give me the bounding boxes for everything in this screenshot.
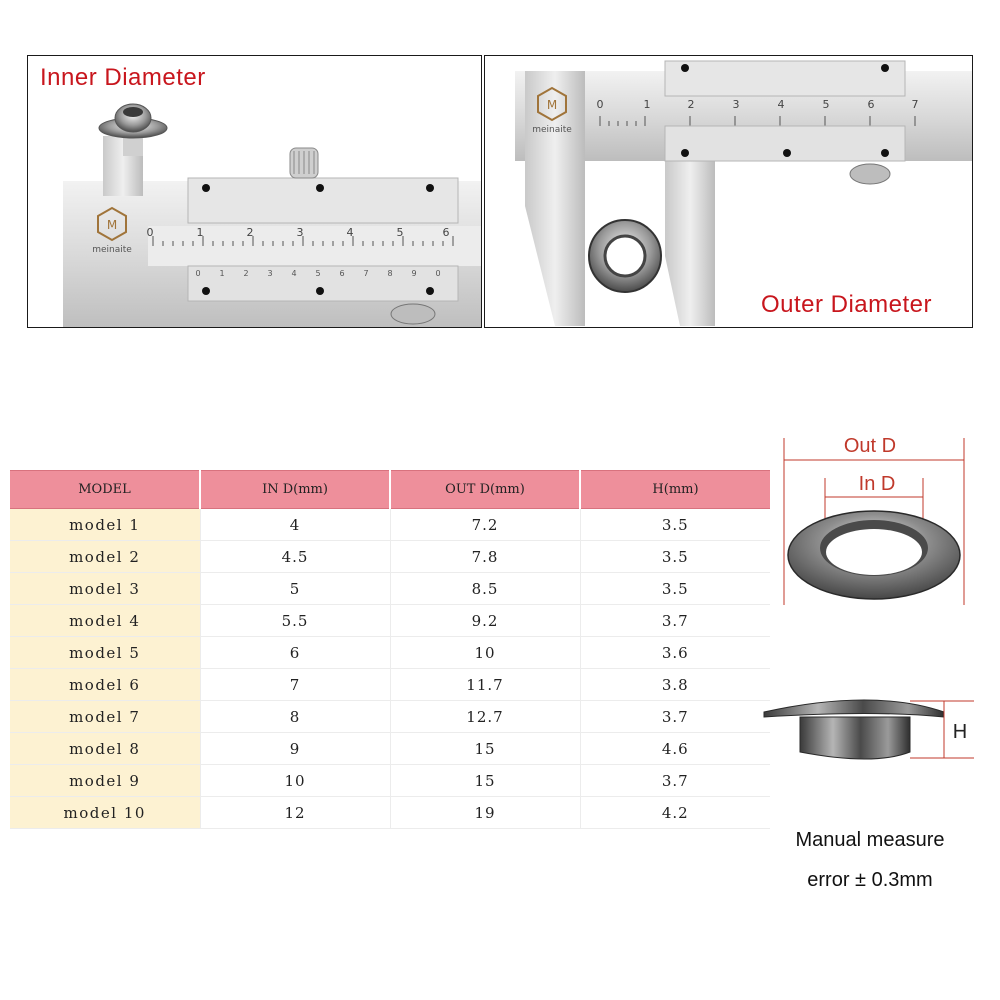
in-d-cell: 5.5 — [200, 605, 390, 637]
model-cell: model 9 — [10, 765, 200, 797]
in-d-cell: 7 — [200, 669, 390, 701]
outer-scale-tick-7: 7 — [911, 98, 919, 111]
outer-scale-tick-2: 2 — [687, 98, 695, 111]
table-row — [10, 765, 770, 797]
caliper-outer-illustration — [485, 56, 973, 328]
in-d-cell: 6 — [200, 637, 390, 669]
table-row — [10, 541, 770, 573]
outer-diameter-label: Outer Diameter — [760, 291, 932, 318]
out-d-cell: 19 — [390, 797, 580, 829]
h-cell: 3.5 — [580, 541, 770, 573]
in-d-cell: 9 — [200, 733, 390, 765]
vernier-tick-2: 2 — [243, 269, 249, 278]
out-d-cell: 15 — [390, 733, 580, 765]
outer-scale-tick-3: 3 — [732, 98, 740, 111]
scale-tick-3: 3 — [296, 226, 304, 239]
vernier-tick-7: 7 — [363, 269, 369, 278]
table-row — [10, 797, 770, 829]
table-row — [10, 573, 770, 605]
vernier-tick-1: 1 — [219, 269, 225, 278]
out-d-cell: 12.7 — [390, 701, 580, 733]
measure-note-line2: error ± 0.3mm — [807, 869, 933, 891]
outer-diameter-photo — [484, 55, 973, 328]
eyelet-dimension-diagram — [760, 420, 990, 780]
in-d-cell: 8 — [200, 701, 390, 733]
scale-tick-6: 6 — [442, 226, 450, 239]
brand-name-outer: meinaite — [532, 125, 572, 135]
out-d-cell: 7.8 — [390, 541, 580, 573]
in-d-label: In D — [858, 473, 896, 495]
h-label: H — [952, 721, 968, 743]
table-row — [10, 509, 770, 541]
vernier-tick-9: 9 — [411, 269, 417, 278]
out-d-cell: 8.5 — [390, 573, 580, 605]
model-cell: model 6 — [10, 669, 200, 701]
header-model: MODEL — [10, 471, 200, 509]
in-d-cell: 10 — [200, 765, 390, 797]
table-header-row — [10, 471, 770, 509]
vernier-tick-3: 3 — [267, 269, 273, 278]
table-row — [10, 605, 770, 637]
h-cell: 3.8 — [580, 669, 770, 701]
caliper-inner-illustration — [28, 56, 482, 328]
measure-note-line1: Manual measure — [795, 829, 945, 851]
in-d-cell: 12 — [200, 797, 390, 829]
model-cell: model 10 — [10, 797, 200, 829]
h-cell: 3.5 — [580, 509, 770, 541]
inner-diameter-photo — [27, 55, 482, 328]
model-cell: model 7 — [10, 701, 200, 733]
h-cell: 3.5 — [580, 573, 770, 605]
table-row — [10, 701, 770, 733]
model-cell: model 4 — [10, 605, 200, 637]
inner-diameter-label: Inner Diameter — [40, 64, 206, 91]
h-cell: 3.7 — [580, 701, 770, 733]
model-cell: model 5 — [10, 637, 200, 669]
model-cell: model 3 — [10, 573, 200, 605]
out-d-cell: 15 — [390, 765, 580, 797]
out-d-cell: 11.7 — [390, 669, 580, 701]
table-row — [10, 637, 770, 669]
h-cell: 3.7 — [580, 765, 770, 797]
h-cell: 4.6 — [580, 733, 770, 765]
eyelet-side-view — [764, 700, 944, 759]
eyelet-top-view — [788, 511, 960, 599]
outer-scale-tick-0: 0 — [596, 98, 604, 111]
scale-tick-1: 1 — [196, 226, 204, 239]
scale-tick-4: 4 — [346, 226, 354, 239]
out-d-cell: 10 — [390, 637, 580, 669]
model-cell: model 2 — [10, 541, 200, 573]
out-d-label: Out D — [843, 435, 897, 457]
h-cell: 3.6 — [580, 637, 770, 669]
svg-text:M: M — [106, 218, 118, 232]
in-d-cell: 4.5 — [200, 541, 390, 573]
h-cell: 4.2 — [580, 797, 770, 829]
brand-name: meinaite — [92, 245, 132, 255]
outer-scale-tick-4: 4 — [777, 98, 785, 111]
out-d-cell: 9.2 — [390, 605, 580, 637]
scale-tick-2: 2 — [246, 226, 254, 239]
h-cell: 3.7 — [580, 605, 770, 637]
out-d-cell: 7.2 — [390, 509, 580, 541]
in-d-cell: 5 — [200, 573, 390, 605]
outer-scale-tick-1: 1 — [643, 98, 651, 111]
outer-scale-tick-6: 6 — [867, 98, 875, 111]
vernier-tick-10: 0 — [435, 269, 441, 278]
in-d-cell: 4 — [200, 509, 390, 541]
table-row — [10, 733, 770, 765]
header-out-d: OUT D(mm) — [390, 471, 580, 509]
eyelet-spec-table — [10, 470, 770, 829]
outer-scale-tick-5: 5 — [822, 98, 830, 111]
scale-tick-5: 5 — [396, 226, 404, 239]
vernier-tick-0: 0 — [195, 269, 201, 278]
svg-text:M: M — [546, 98, 558, 112]
model-cell: model 8 — [10, 733, 200, 765]
header-in-d: IN D(mm) — [200, 471, 390, 509]
vernier-tick-5: 5 — [315, 269, 321, 278]
vernier-tick-6: 6 — [339, 269, 345, 278]
model-cell: model 1 — [10, 509, 200, 541]
scale-tick-0: 0 — [146, 226, 154, 239]
eyelet-ring-photo — [589, 220, 661, 292]
vernier-tick-8: 8 — [387, 269, 393, 278]
header-h: H(mm) — [580, 471, 770, 509]
vernier-tick-4: 4 — [291, 269, 297, 278]
table-row — [10, 669, 770, 701]
